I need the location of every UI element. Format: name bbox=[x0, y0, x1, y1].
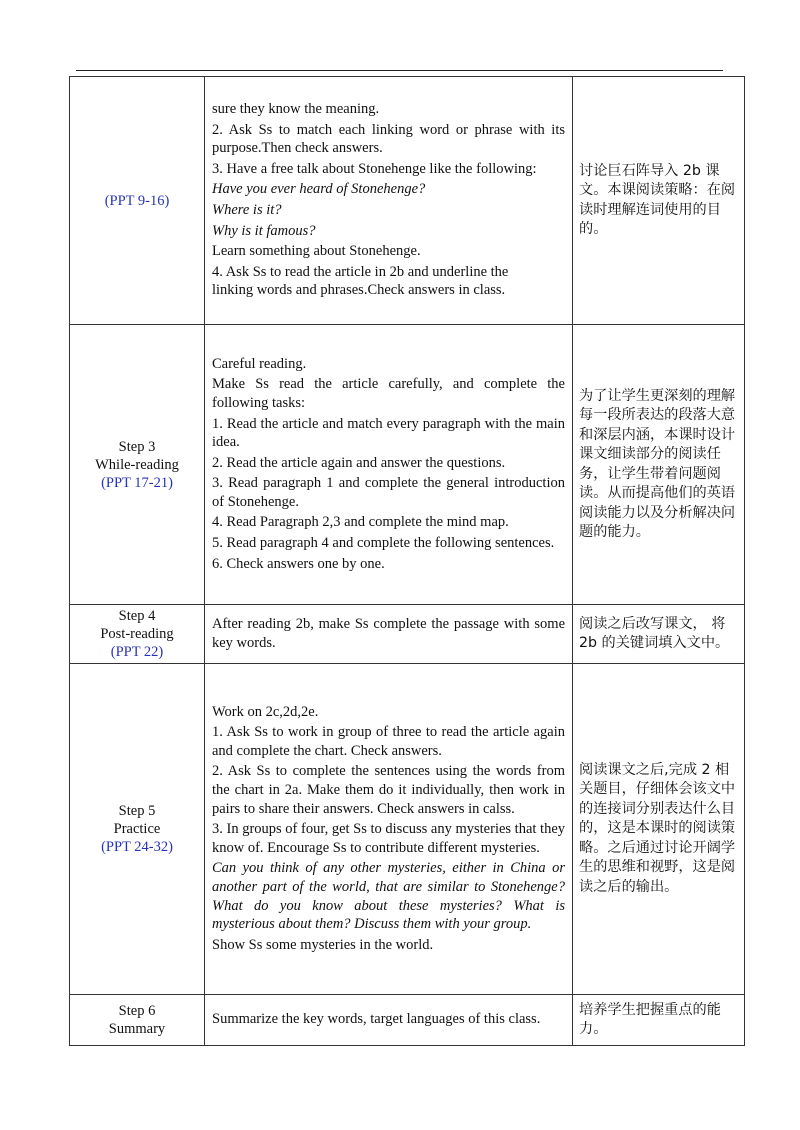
step-label: Step 3 bbox=[118, 438, 156, 455]
note-cell: 讨论巨石阵导入 2b 课文。本课阅读策略：在阅读时理解连词使用的目的。 bbox=[573, 77, 745, 325]
procedure-cell bbox=[205, 995, 573, 1046]
step-cell bbox=[70, 605, 205, 664]
procedure-line: 3. In groups of four, get Ss to discuss any mysteries that they know of. Encourage Ss to contribute different mysteries. bbox=[212, 821, 566, 856]
procedure-line: 1. Read the article and match every paragraph with the main idea. bbox=[212, 415, 565, 451]
procedure-line: linking words and phrases.Check answers in class. bbox=[212, 282, 506, 299]
procedure-line: 4. Ask Ss to read the article in 2b and underline the bbox=[212, 263, 509, 280]
procedure-cell bbox=[205, 77, 573, 325]
table-row bbox=[70, 995, 745, 1046]
phase-label: While-reading bbox=[95, 456, 179, 473]
procedure-line: 5. Read paragraph 4 and complete the following sentences. bbox=[212, 535, 555, 552]
procedure-line: 3. Read paragraph 1 and complete the general introduction of Stonehenge. bbox=[212, 475, 565, 510]
step-cell bbox=[70, 325, 205, 605]
procedure-line: Work on 2c,2d,2e. bbox=[212, 703, 319, 720]
procedure-line: Summarize the key words, target languages of this class. bbox=[212, 1011, 541, 1028]
step-label: Step 5 bbox=[118, 803, 156, 819]
procedure-line: Learn something about Stonehenge. bbox=[212, 243, 421, 260]
ppt-range: (PPT 9-16) bbox=[104, 192, 170, 209]
step-label: Step 6 bbox=[118, 1003, 156, 1019]
step-cell bbox=[70, 995, 205, 1046]
step-label: Step 4 bbox=[118, 608, 156, 624]
procedure-line: 4. Read Paragraph 2,3 and complete the mind map. bbox=[212, 514, 509, 531]
table-row bbox=[70, 605, 745, 664]
procedure-line: 2. Read the article again and answer the questions. bbox=[212, 454, 506, 471]
note-cell: 培养学生把握重点的能力。 bbox=[573, 995, 745, 1046]
procedure-line: Careful reading. bbox=[212, 355, 307, 372]
procedure-line: Where is it? bbox=[212, 202, 282, 218]
step-cell bbox=[70, 664, 205, 995]
note-cell: 为了让学生更深刻的理解每一段所表达的段落大意和深层内涵，本课时设计课文细读部分的阅读任务，让学生带着问题阅读。从而提高他们的英语阅读能力以及分析解决问题的能力。 bbox=[573, 325, 745, 605]
procedure-line: Show Ss some mysteries in the world. bbox=[212, 936, 434, 953]
note-cell: 阅读课文之后,完成 2 相关题目，仔细体会该文中的连接词分别表达什么目的，这是本课时的阅读策略。之后通过讨论开阔学生的思维和视野，这是阅读之后的输出。 bbox=[573, 664, 745, 995]
phase-label: Post-reading bbox=[100, 626, 174, 642]
procedure-line: 3. Have a free talk about Stonehenge like the following: bbox=[212, 160, 537, 177]
phase-label: Summary bbox=[108, 1021, 166, 1037]
procedure-line: 2. Ask Ss to match each linking word or phrase with its purpose.Then check answers. bbox=[212, 121, 565, 157]
procedure-cell bbox=[205, 605, 573, 664]
phase-label: Practice bbox=[113, 821, 161, 837]
header-rule bbox=[76, 70, 723, 71]
ppt-range: (PPT 24-32) bbox=[101, 839, 173, 855]
table-row bbox=[70, 325, 745, 605]
procedure-line: Have you ever heard of Stonehenge? bbox=[212, 181, 426, 198]
step-cell bbox=[70, 77, 205, 325]
ppt-range: (PPT 22) bbox=[110, 644, 164, 660]
procedure-line: 1. Ask Ss to work in group of three to read the article again and complete the chart. Check answers. bbox=[212, 724, 565, 759]
ppt-range: (PPT 17-21) bbox=[101, 474, 173, 491]
procedure-line: sure they know the meaning. bbox=[212, 101, 380, 118]
lesson-plan-table bbox=[69, 76, 745, 1046]
procedure-line: 2. Ask Ss to complete the sentences using the words from the chart in 2a. Make them do it individually, then work in pairs to share their answers. Check answers in calss. bbox=[212, 763, 565, 817]
procedure-line: Can you think of any other mysteries, either in China or another part of the world, that are similar to Stonehenge? What do you know about these mysteries? What is mysterious about them? Discuss them with your group. bbox=[212, 860, 565, 933]
table-row bbox=[70, 664, 745, 995]
note-cell: 阅读之后改写课文， 将 2b 的关键词填入文中。 bbox=[573, 605, 745, 664]
procedure-line: After reading 2b, make Ss complete the passage with some key words. bbox=[212, 615, 565, 651]
procedure-cell bbox=[205, 325, 573, 605]
procedure-cell bbox=[205, 664, 573, 995]
procedure-line: 6. Check answers one by one. bbox=[212, 555, 385, 572]
table-row bbox=[70, 77, 745, 325]
procedure-line: Make Ss read the article carefully, and complete the following tasks: bbox=[212, 376, 565, 411]
procedure-line: Why is it famous? bbox=[212, 222, 316, 239]
